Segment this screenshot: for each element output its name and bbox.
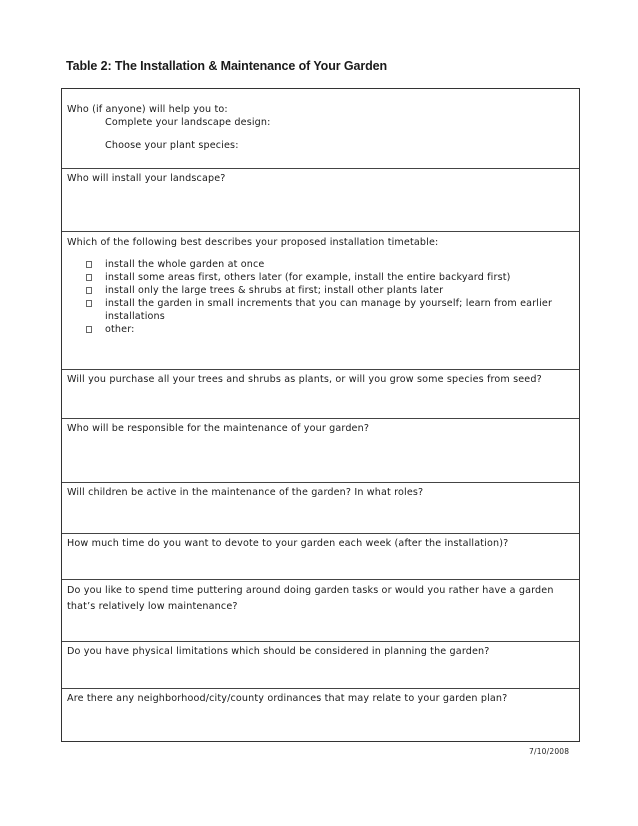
table-row-timetable <box>62 231 579 369</box>
list-item[interactable]: install only the large trees & shrubs at first; install other plants later <box>84 284 564 297</box>
list-item[interactable]: install some areas first, others later (for example, install the entire backyard first) <box>84 271 564 284</box>
table-row-puttering <box>62 579 579 641</box>
list-item[interactable]: install the garden in small increments that you can manage by yourself; learn from earlier installations <box>84 297 564 323</box>
subquestion-plant-species: Choose your plant species: <box>105 140 239 151</box>
checkbox-icon[interactable] <box>86 300 92 307</box>
question-puttering: Do you like to spend time puttering around doing garden tasks or would you rather have a garden that’s relatively low maintenance? <box>67 585 554 612</box>
checkbox-icon[interactable] <box>86 274 92 281</box>
checkbox-icon[interactable] <box>86 326 92 333</box>
list-item[interactable]: install the whole garden at once <box>84 258 564 271</box>
question-children: Will children be active in the maintenance of the garden? In what roles? <box>67 487 424 498</box>
question-time: How much time do you want to devote to your garden each week (after the installation)? <box>67 538 509 549</box>
subquestion-landscape-design: Complete your landscape design: <box>105 117 271 128</box>
question-purchase: Will you purchase all your trees and shrubs as plants, or will you grow some species from seed? <box>67 374 542 385</box>
question-install: Who will install your landscape? <box>67 173 226 184</box>
timetable-options <box>84 258 564 336</box>
table-row-time <box>62 533 579 579</box>
table-row-children <box>62 482 579 533</box>
question-helpers: Who (if anyone) will help you to: <box>67 104 228 115</box>
table-row-purchase <box>62 369 579 418</box>
table-row-maintenance <box>62 418 579 482</box>
list-item[interactable]: other: <box>84 323 564 336</box>
question-maintenance: Who will be responsible for the maintenance of your garden? <box>67 423 370 434</box>
questionnaire-table <box>61 88 580 742</box>
checkbox-icon[interactable] <box>86 287 92 294</box>
table-title: Table 2: The Installation & Maintenance of Your Garden <box>66 59 388 73</box>
table-row-helpers <box>62 89 579 168</box>
table-row-limitations <box>62 641 579 688</box>
question-ordinances: Are there any neighborhood/city/county ordinances that may relate to your garden plan? <box>67 693 508 704</box>
table-row-install <box>62 168 579 231</box>
footer-date: 7/10/2008 <box>529 747 570 756</box>
table-row-ordinances <box>62 688 579 742</box>
question-timetable: Which of the following best describes your proposed installation timetable: <box>67 237 439 248</box>
checkbox-icon[interactable] <box>86 261 92 268</box>
question-limitations: Do you have physical limitations which should be considered in planning the garden? <box>67 646 490 657</box>
